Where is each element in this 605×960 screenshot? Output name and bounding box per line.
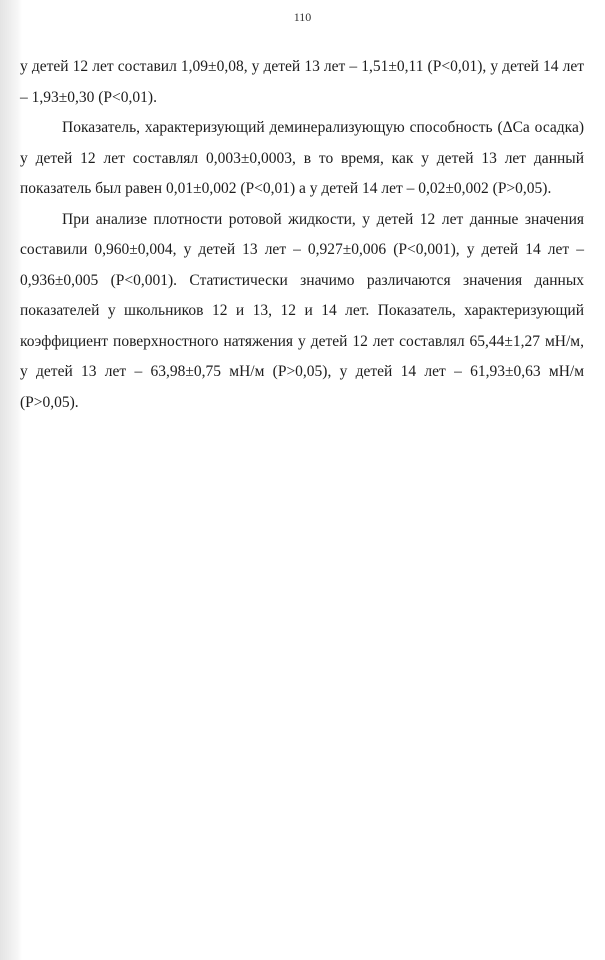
scan-shadow-edge (0, 0, 22, 960)
page-number: 110 (293, 10, 312, 24)
paragraph-3: При анализе плотности ротовой жидкости, у детей 12 лет данные значения составили 0,960±0,004, у детей 13 лет – 0,927±0,006 (P<0,001), у детей 14 лет – 0,936±0,005 (P<0,001). Статистически значимо различаются значения данных показателей у школьников 12 и 13, 12 и 14 лет. Показатель, характеризующий коэффициент поверхностного натяжения у детей 12 лет составлял 65,44±1,27 мН/м, у детей 13 лет – 63,98±0,75 мН/м (P>0,05), у детей 14 лет – 61,93±0,63 мН/м (P>0,05). (20, 210, 584, 411)
body-text (20, 52, 584, 418)
paragraph-2: Показатель, характеризующий деминерализующую способность (ΔCa осадка) у детей 12 лет составлял 0,003±0,0003, в то время, как у детей 13 лет данный показатель был равен 0,01±0,002 (P<0,01) а у детей 14 лет – 0,02±0,002 (P>0,05). (20, 119, 584, 197)
paragraph-1: у детей 12 лет составил 1,09±0,08, у детей 13 лет – 1,51±0,11 (P<0,01), у детей 14 лет – 1,93±0,30 (P<0,01). (20, 58, 584, 106)
